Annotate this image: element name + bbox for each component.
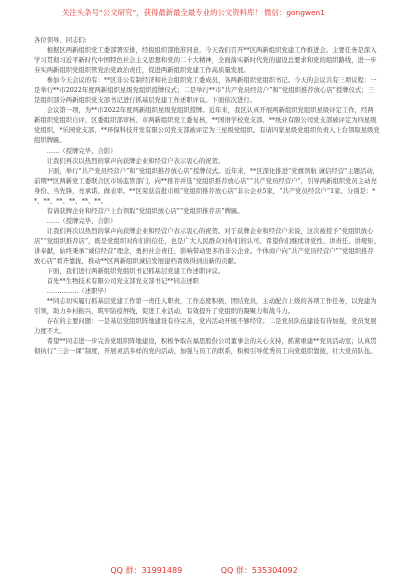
document-body	[34, 36, 380, 358]
paragraph: 有请获牌企业和经营户上台领取“党组织放心店”“党组织推荐店”牌匾。	[46, 207, 244, 215]
paragraph: 存在的主要问题：一是基层党组织阵地建设有待完善，党内活动开展不够经常；二是党员队伍建设有待加强，党员发展力度不大。	[34, 318, 377, 336]
paragraph: 希望**同志进一步完善党组织阵地建设，积极争取在福思股份公司董事会的关心支持，抓紧重建**党员活动室；认真贯彻执行“三会一课”制度，开展灵活多样的党内活动，加强与员工的联系，积极引导优秀员工向党组织靠拢，壮大党员队伍。	[34, 338, 377, 356]
paragraph: 下面，举行“共产党员经营户”和“党组织推荐放心店”授牌仪式。近年来，**区深化推进“党旗领航 诚信经营”主题活动，前期**区两新党工委联合区市场监管部门，向**推荐并选“党组织推荐放心店”“共产党员经营户”，引导两新组织党员主动亮身份、当先锋，亮承诺、做表率。**区荣获首批市级“党组织推荐放心店”非公企业5家，“共产党员经营户”1家。分别是：**、**、**、**、**、**。	[34, 167, 380, 205]
footer-contact	[0, 564, 408, 578]
paragraph: 会议第一项，为**市2022年度两新组织星级党组织授牌。近年来，我区认真开展两新组织党组织星级评定工作，经两新组织党组织自评、区委组织部审核、市两新组织党工委复核，**国语学校党支部、**纸业有限公司党支部被评定为四星级党组织，*乐园党支部、**环保科技开发有限公司党支部被评定为三星级党组织。有请四家星级党组织负责人上台领取星级党组织牌匾。	[34, 107, 380, 145]
paragraph: 让我们再次以热烈的掌声向获牌企业和经营户表示衷心的祝贺。	[46, 157, 225, 165]
paragraph: 根据区两新组织党工委部署安排，经报组织部批准同意，今天我们召开**区两新组织党建工作推进会。主要任务是深入学习贯彻习近平新时代中国特色社会主义思想和党的二十大精神，全面落实新时代党的建设总要求和党的组织路线，进一步夯实两新组织党组织管党治党政治责任，促进两新组织党建工作高质量发展。	[34, 47, 377, 75]
paragraph: ……（授牌完毕、合影）	[46, 147, 117, 155]
paragraph: 下面，我们进行两新组织党组织书记抓基层党建工作述职评议。	[46, 268, 225, 276]
paragraph: 参加今天会议的有：**区非公有制经济和社会组织党工委成员，各两新组织党组织书记。今天的会议共有三项议程：一是举行**市2022年度两新组织星级党组织授牌仪式；二是举行**市“共产党员经营户”和“党组织推荐放心店”授牌仪式；三是组织部分两新组织党支部书记进行抓基层党建工作述职评议。下面依次进行。	[34, 77, 377, 105]
qq-group-2: QQ 群：535304092	[220, 566, 298, 575]
qq-group-1: QQ 群：31991489	[110, 566, 183, 575]
paragraph: **同志切实履行抓基层党建工作第一责任人职责，工作态度积极，团结党员，主动配合上级的各项工作任务，以党建为引领，助力乡村振兴，筑牢防疫屏线，促进工业活动，有效提升了党组织的凝聚力和战斗力。	[34, 298, 377, 316]
paragraph: 让我们再次以热烈的掌声向获牌企业和经营户表示衷心的祝贺。对于获牌企业和经营户来说，这次被授予“党组织放心店”“党组织推荐店”，既是党组织对你们的信任，也是广大人民群众对你们的认可。希望你们继续讲党性、讲责任、讲规矩、讲奉献，始终秉承“诚信经营”理念，勇担社会责任，影响带动更多的非公企业。个体商户向“共产党员经营户”“党组织推荐放心店”看齐靠拢，推动**区两新组织诚信发展建档晋级得到出新的贡献。	[34, 227, 380, 266]
paragraph: 首先**生物技术有限公司党支部党支部书记**同志述职	[46, 278, 199, 286]
top-banner: 关注头条号“公文研究”，获得最新最全最专业的公文资料库！ 微信：gongwen1	[62, 8, 325, 17]
paragraph: ……（授牌完毕、合影）	[46, 217, 117, 225]
paragraph: ……………（述职毕）	[46, 288, 111, 296]
greeting: 各位领导、同志们:	[34, 37, 87, 44]
